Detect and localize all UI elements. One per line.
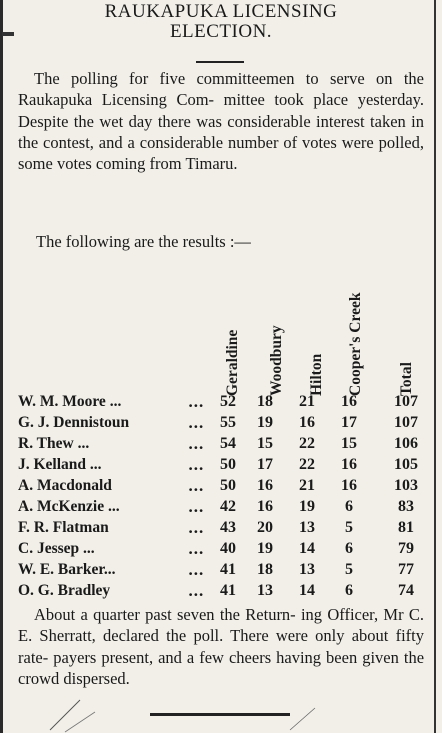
leader-dots: ... — [188, 519, 204, 537]
votes-woodbury: 17 — [257, 456, 273, 473]
votes-hilton: 14 — [299, 540, 315, 557]
intro-line: serve on the Raukapuka Licensing Com- — [18, 69, 424, 110]
votes-coopers-creek: 16 — [341, 456, 357, 473]
intro-line: The polling for five committeemen to — [34, 69, 319, 88]
votes-woodbury: 18 — [257, 561, 273, 578]
votes-coopers-creek: 6 — [345, 498, 353, 515]
votes-coopers-creek: 16 — [341, 477, 357, 494]
candidate-name: W. M. Moore ... — [18, 393, 122, 410]
votes-total: 107 — [394, 414, 418, 431]
votes-total: 106 — [394, 435, 418, 452]
votes-woodbury: 13 — [257, 582, 273, 599]
votes-geraldine: 42 — [220, 498, 236, 515]
leader-dots: ... — [188, 435, 204, 453]
closing-paragraph — [18, 604, 424, 689]
votes-geraldine: 52 — [220, 393, 236, 410]
closing-line: poll. There were only about fifty rate- — [18, 626, 424, 667]
votes-geraldine: 40 — [220, 540, 236, 557]
table-row — [0, 561, 442, 581]
column-header-geraldine: Geraldine — [224, 329, 241, 396]
votes-coopers-creek: 5 — [345, 519, 353, 536]
column-header-hilton: Hilton — [308, 353, 325, 396]
table-row — [0, 519, 442, 539]
votes-geraldine: 43 — [220, 519, 236, 536]
votes-woodbury: 20 — [257, 519, 273, 536]
votes-geraldine: 50 — [220, 477, 236, 494]
votes-hilton: 22 — [299, 435, 315, 452]
votes-woodbury: 19 — [257, 414, 273, 431]
votes-coopers-creek: 6 — [345, 540, 353, 557]
votes-hilton: 13 — [299, 519, 315, 536]
votes-total: 103 — [394, 477, 418, 494]
candidate-name: J. Kelland ... — [18, 456, 102, 473]
votes-hilton: 21 — [299, 393, 315, 410]
votes-total: 81 — [398, 519, 414, 536]
votes-coopers-creek: 5 — [345, 561, 353, 578]
votes-coopers-creek: 16 — [341, 393, 357, 410]
leader-dots: ... — [188, 456, 204, 474]
ink-scratch-marks — [40, 690, 340, 733]
leader-dots: ... — [188, 393, 204, 411]
votes-woodbury: 19 — [257, 540, 273, 557]
votes-total: 105 — [394, 456, 418, 473]
candidate-name: R. Thew ... — [18, 435, 90, 452]
leader-dots: ... — [188, 582, 204, 600]
votes-total: 83 — [398, 498, 414, 515]
intro-line: taken in the contest, and a considerable — [18, 111, 424, 152]
candidate-name: A. McKenzie ... — [18, 498, 120, 515]
candidate-name: O. G. Bradley — [18, 582, 111, 599]
candidate-name: A. Macdonald — [18, 477, 112, 494]
intro-paragraph — [18, 68, 424, 174]
votes-geraldine: 50 — [220, 456, 236, 473]
votes-coopers-creek: 6 — [345, 582, 353, 599]
column-header-woodbury: Woodbury — [268, 325, 285, 396]
votes-coopers-creek: 15 — [341, 435, 357, 452]
votes-total: 77 — [398, 561, 414, 578]
intro-line: coming from Timaru. — [95, 154, 238, 174]
closing-line: payers present, and a few cheers having — [53, 647, 322, 667]
votes-geraldine: 41 — [220, 561, 236, 578]
votes-total: 107 — [394, 393, 418, 410]
votes-woodbury: 18 — [257, 393, 273, 410]
intro-line: wet day there was considerable interest — [99, 111, 365, 131]
intro-line: mittee took place yesterday. Despite the — [18, 90, 424, 131]
intro-line: number of votes were polled, some votes — [18, 132, 425, 174]
bottom-rule — [150, 713, 290, 716]
candidate-name: F. R. Flatman — [18, 519, 109, 536]
votes-total: 74 — [398, 582, 414, 599]
clipping-right-edge — [434, 0, 436, 733]
column-header-total: Total — [398, 362, 415, 396]
votes-hilton: 16 — [299, 414, 315, 431]
column-header-coopers-creek: Cooper's Creek — [347, 292, 364, 396]
table-row — [0, 435, 442, 455]
leader-dots: ... — [188, 540, 204, 558]
votes-hilton: 14 — [299, 582, 315, 599]
votes-hilton: 22 — [299, 456, 315, 473]
results-intro: The following are the results :— — [36, 232, 251, 251]
votes-hilton: 19 — [299, 498, 315, 515]
table-row — [0, 540, 442, 560]
table-row — [0, 477, 442, 497]
closing-line: About a quarter past seven the Return- — [34, 605, 296, 624]
candidate-name: W. E. Barker... — [18, 561, 116, 578]
clipping-left-edge — [0, 0, 3, 733]
candidate-name: C. Jessep ... — [18, 540, 95, 557]
votes-hilton: 21 — [299, 477, 315, 494]
table-row — [0, 498, 442, 518]
votes-woodbury: 16 — [257, 477, 273, 494]
votes-coopers-creek: 17 — [341, 414, 357, 431]
votes-geraldine: 55 — [220, 414, 236, 431]
votes-hilton: 13 — [299, 561, 315, 578]
votes-geraldine: 41 — [220, 582, 236, 599]
headline-rule — [196, 61, 244, 63]
closing-line: been given the crowd dispersed. — [18, 647, 425, 688]
headline-line-2: ELECTION. — [169, 21, 273, 42]
votes-woodbury: 16 — [257, 498, 273, 515]
leader-dots: ... — [188, 561, 204, 579]
votes-woodbury: 15 — [257, 435, 273, 452]
votes-total: 79 — [398, 540, 414, 557]
candidate-name: G. J. Dennistoun — [18, 414, 130, 431]
headline-line-1: RAUKAPUKA LICENSING — [104, 1, 338, 22]
leader-dots: ... — [188, 498, 204, 516]
votes-geraldine: 54 — [220, 435, 236, 452]
leader-dots: ... — [188, 477, 204, 495]
table-row — [0, 456, 442, 476]
table-row — [0, 582, 442, 602]
leader-dots: ... — [188, 414, 204, 432]
table-row — [0, 414, 442, 434]
closing-line: ing Officer, Mr C. E. Sherratt, declared the — [18, 605, 424, 646]
table-row — [0, 393, 442, 413]
